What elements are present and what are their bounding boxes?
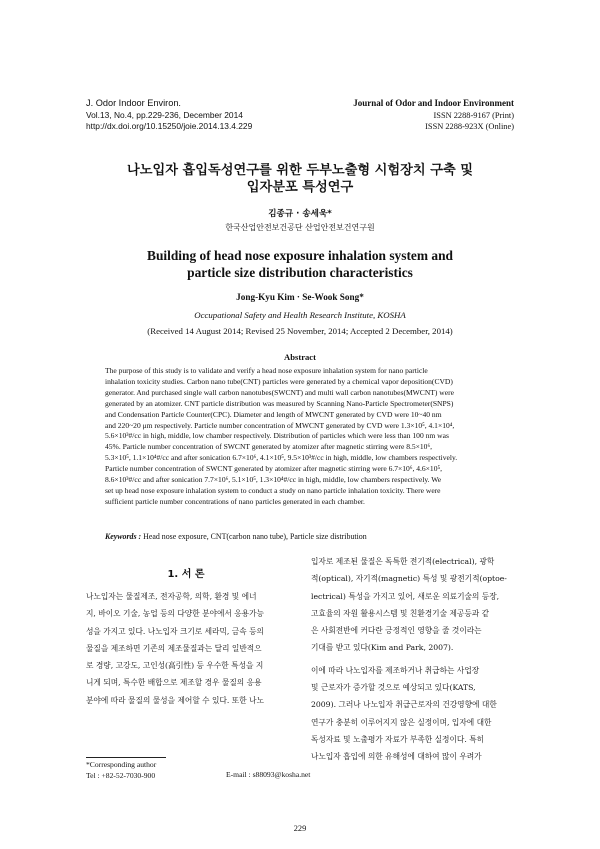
body-line: 및 근로자가 증가할 것으로 예상되고 있다(KATS, <box>311 683 476 693</box>
english-title <box>60 247 540 281</box>
telephone: Tel : +82-52-7030-900 <box>86 771 156 780</box>
abstract-line: generator. And purchased single wall carbon nanotubes(SWCNT) and multi wall carbon nanotubes(MWCNT) were <box>105 387 454 397</box>
abstract-heading: Abstract <box>284 352 316 362</box>
journal-abbrev: J. Odor Indoor Environ. <box>86 98 181 108</box>
body-line: 연구가 충분히 이루어지지 않은 실정이며, 입자에 대한 <box>311 717 492 727</box>
korean-authors: 김종규 · 송세욱* <box>268 209 332 219</box>
korean-title-line: 나노입자 흡입독성연구를 위한 두부노출형 시험장치 구축 및 <box>126 163 474 178</box>
abstract-body <box>105 366 497 508</box>
page-number: 229 <box>293 824 307 833</box>
body-line: lectrical) 특성을 가지고 있어, 새로운 의료기술의 등장, <box>311 591 500 601</box>
body-line: 나노입자는 물질제조, 전자공학, 의학, 환경 및 에너 <box>86 592 257 601</box>
body-line: 물질을 제조하면 기존의 제조물질과는 달리 일반적으 <box>86 643 262 653</box>
abstract-line: inhalation toxicity studies. Carbon nano tube(CNT) particles were generated by a chemical vapor deposition(CVD) <box>105 376 453 386</box>
body-line: 입자로 제조된 물질은 독특한 전기적(electrical), 광학 <box>311 557 495 566</box>
korean-affiliation: 한국산업안전보건공단 산업안전보건연구원 <box>225 223 375 232</box>
body-line: 니게 되며, 특수한 배합으로 제조할 경우 물질의 응용 <box>86 678 262 688</box>
korean-title-line: 입자분포 특성연구 <box>246 180 354 195</box>
body-line: 기대를 받고 있다(Kim and Park, 2007). <box>311 643 454 653</box>
abstract-line: 5.3×10⁵, 1.1×10⁴#/cc and after sonication 6.7×10⁶, 4.1×10⁵, 9.5×10³#/cc in high, middle, low chambers respectively. <box>105 453 458 463</box>
body-line: 적(optical), 자기적(magnetic) 특성 및 광전기적(optoe- <box>311 574 507 584</box>
abstract-line: The purpose of this study is to validate and verify a head nose exposure inhalation system for nano particle <box>105 366 428 375</box>
abstract-line: 8.6×10³#/cc and after sonication 7.7×10⁶, 5.1×10⁵, 1.3×10⁴#/cc in high, middle, low chambers respectively. We <box>105 475 442 485</box>
body-line: 성을 가지고 있다. 나노입자 크기로 세라믹, 금속 등의 <box>86 626 264 636</box>
keywords-label: Keywords : <box>105 532 142 541</box>
keywords <box>105 532 497 541</box>
volume-info: Vol.13, No.4, pp.229-236, December 2014 <box>86 109 243 120</box>
body-line: 분야에 따라 물질의 물성을 제어할 수 있다. 또한 나노 <box>86 695 264 705</box>
body-line: 지, 바이오 기술, 농업 등의 다양한 분야에서 응용가능 <box>86 609 264 619</box>
section-title-introduction: 1. 서 론 <box>167 569 205 580</box>
body-line: 고효율의 자원 활용시스템 및 친환경기술 제공등과 같 <box>311 608 490 618</box>
journal-name: Journal of Odor and Indoor Environment <box>353 98 514 108</box>
issn-print: ISSN 2288-9167 (Print) <box>433 110 514 120</box>
email: E-mail : s88093@kosha.net <box>226 770 311 779</box>
body-column-left <box>86 588 291 709</box>
issn-online: ISSN 2288-923X (Online) <box>425 122 514 131</box>
keywords-text: Head nose exposure, CNT(carbon nano tube), Particle size distribution <box>143 532 367 541</box>
abstract-line: 45%. Particle number concentration of SWCNT generated by atomizer after magnetic stirring were 8.5×10⁶, <box>105 442 432 452</box>
korean-title <box>60 162 540 196</box>
english-authors: Jong-Kyu Kim · Se-Wook Song* <box>236 292 364 302</box>
abstract-line: sufficient particle number concentrations of nano particles generated in each chamber. <box>105 496 365 506</box>
received-dates: (Received 14 August 2014; Revised 25 November, 2014; Accepted 2 December, 2014) <box>147 326 453 336</box>
body-column-right <box>311 553 517 766</box>
footnote-divider <box>86 757 166 758</box>
body-line: 나노입자 흡입에 의한 유해성에 대하여 많이 우려가 <box>311 752 482 762</box>
body-line: 은 사회전반에 커다란 긍정적인 영향을 줄 것이라는 <box>311 626 482 636</box>
abstract-line: generated by an atomizer. CNT particle distribution was measured by Scanning Nano-Particle Spectrometer(SNPS) <box>105 398 454 408</box>
body-line: 독성자료 및 노출평가 자료가 부족한 실정이다. 특히 <box>311 734 485 744</box>
body-line: 2009). 그러나 나노입자 취급근로자의 건강영향에 대한 <box>311 700 497 710</box>
abstract-line: and Condensation Particle Counter(CPC). Diameter and length of MWCNT generated by CVD were 10~40 nm <box>105 409 442 419</box>
english-title-line: Building of head nose exposure inhalation system and <box>147 248 453 263</box>
journal-header-right <box>353 98 514 133</box>
journal-header-left <box>86 98 252 133</box>
body-line: 로 경량, 고강도, 고인성(高引性) 등 우수한 특성을 지 <box>86 661 264 671</box>
abstract-line: set up head nose exposure inhalation system to conduct a study on nano particle inhalation toxicity. There were <box>105 485 441 495</box>
body-line: 이에 따라 나노입자를 제조하거나 취급하는 사업장 <box>311 665 480 675</box>
abstract-line: and 220~20 μm respectively. Particle number concentration of MWCNT generated by CVD were 1.3×10⁵, 4.1×10⁴, <box>105 420 455 430</box>
abstract-line: 5.6×10³#/cc in high, middle, low chamber respectively. Distribution of particles which were less than 100 nm was <box>105 431 449 441</box>
english-title-line: particle size distribution characteristics <box>187 265 413 280</box>
abstract-line: Particle number concentration of SWCNT generated by atomizer after magnetic stirring were 6.7×10⁶, 4.6×10⁵, <box>105 464 442 474</box>
english-affiliation: Occupational Safety and Health Research Institute, KOSHA <box>194 310 406 320</box>
doi-link[interactable]: http://dx.doi.org/10.15250/joie.2014.13.4.229 <box>86 121 253 131</box>
footnote <box>86 759 156 781</box>
corresponding-author-note: *Corresponding author <box>86 760 157 769</box>
